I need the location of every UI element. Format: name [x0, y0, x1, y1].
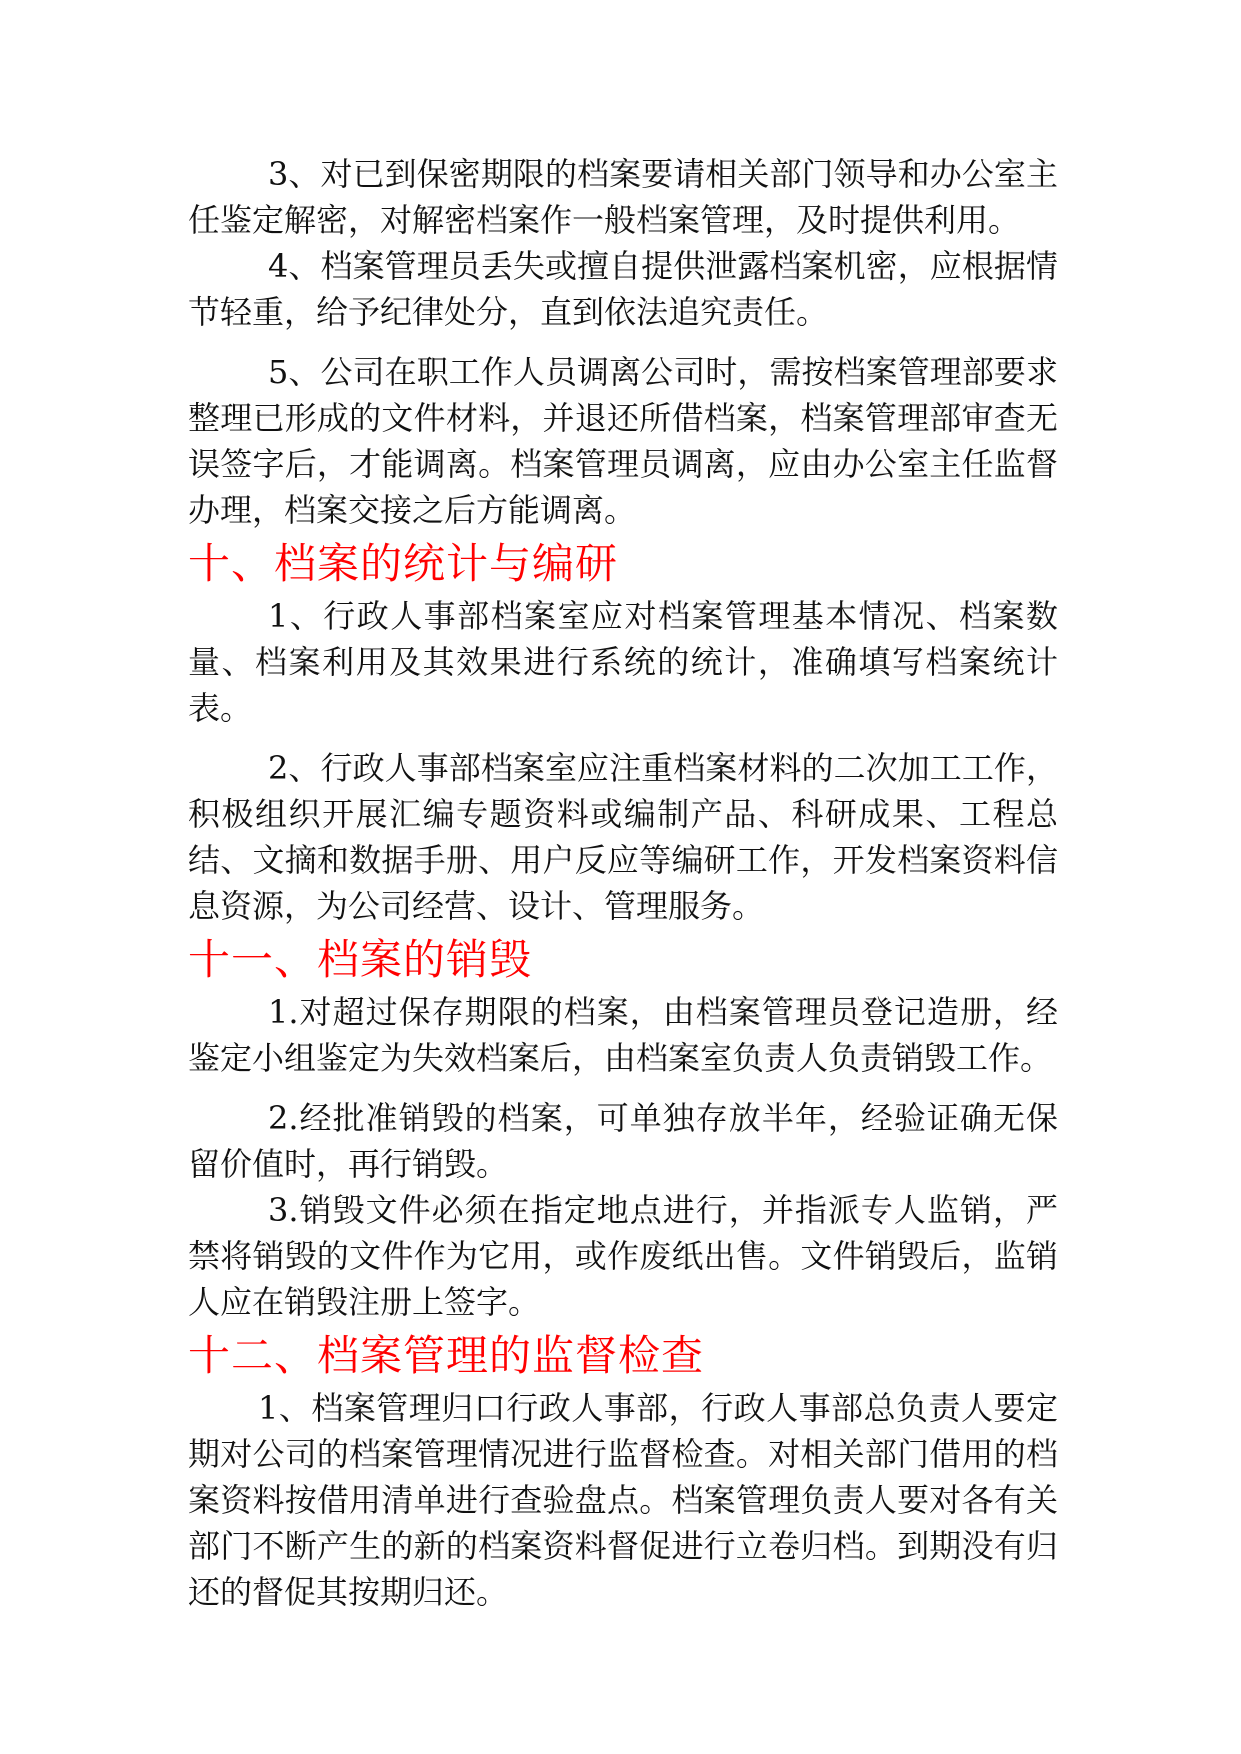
section-12-paragraph-1: 1、档案管理归口行政人事部，行政人事部总负责人要定期对公司的档案管理情况进行监督检查。对相关部门借用的档案资料按借用清单进行查验盘点。档案管理负责人要对各有关部门不断产生的新的档案资料督促进行立卷归档。到期没有归还的督促其按期归还。 — [188, 1389, 1058, 1611]
section-10-paragraph-2: 2、行政人事部档案室应注重档案材料的二次加工工作，积极组织开展汇编专题资料或编制产品、科研成果、工程总结、文摘和数据手册、用户反应等编研工作，开发档案资料信息资源，为公司经营、设计、管理服务。 — [188, 749, 1058, 925]
spacer — [188, 1081, 1058, 1095]
paragraph-item-5: 5、公司在职工作人员调离公司时，需按档案管理部要求整理已形成的文件材料，并退还所借档案，档案管理部审查无误签字后，才能调离。档案管理员调离，应由办公室主任监督办理，档案交接之后方能调离。 — [188, 353, 1058, 529]
section-10-heading: 十、档案的统计与编研 — [188, 539, 619, 588]
section-11-heading: 十一、档案的销毁 — [188, 935, 533, 984]
section-10-paragraph-1: 1、行政人事部档案室应对档案管理基本情况、档案数量、档案利用及其效果进行系统的统计，准确填写档案统计表。 — [188, 597, 1058, 727]
paragraph-item-4: 4、档案管理员丢失或擅自提供泄露档案机密，应根据情节轻重，给予纪律处分，直到依法追究责任。 — [188, 247, 1058, 331]
document-body — [188, 151, 1058, 1615]
section-12-heading: 十二、档案管理的监督检查 — [188, 1331, 705, 1380]
section-11-paragraph-1: 1.对超过保存期限的档案，由档案管理员登记造册，经鉴定小组鉴定为失效档案后，由档案室负责人负责销毁工作。 — [188, 993, 1058, 1077]
paragraph-item-3: 3、对已到保密期限的档案要请相关部门领导和办公室主任鉴定解密，对解密档案作一般档案管理，及时提供利用。 — [188, 155, 1058, 239]
section-11-paragraph-2: 2.经批准销毁的档案，可单独存放半年，经验证确无保留价值时，再行销毁。 — [188, 1099, 1058, 1183]
section-11-paragraph-3: 3.销毁文件必须在指定地点进行，并指派专人监销，严禁将销毁的文件作为它用，或作废纸出售。文件销毁后，监销人应在销毁注册上签字。 — [188, 1191, 1058, 1321]
spacer — [188, 731, 1058, 745]
spacer — [188, 335, 1058, 349]
